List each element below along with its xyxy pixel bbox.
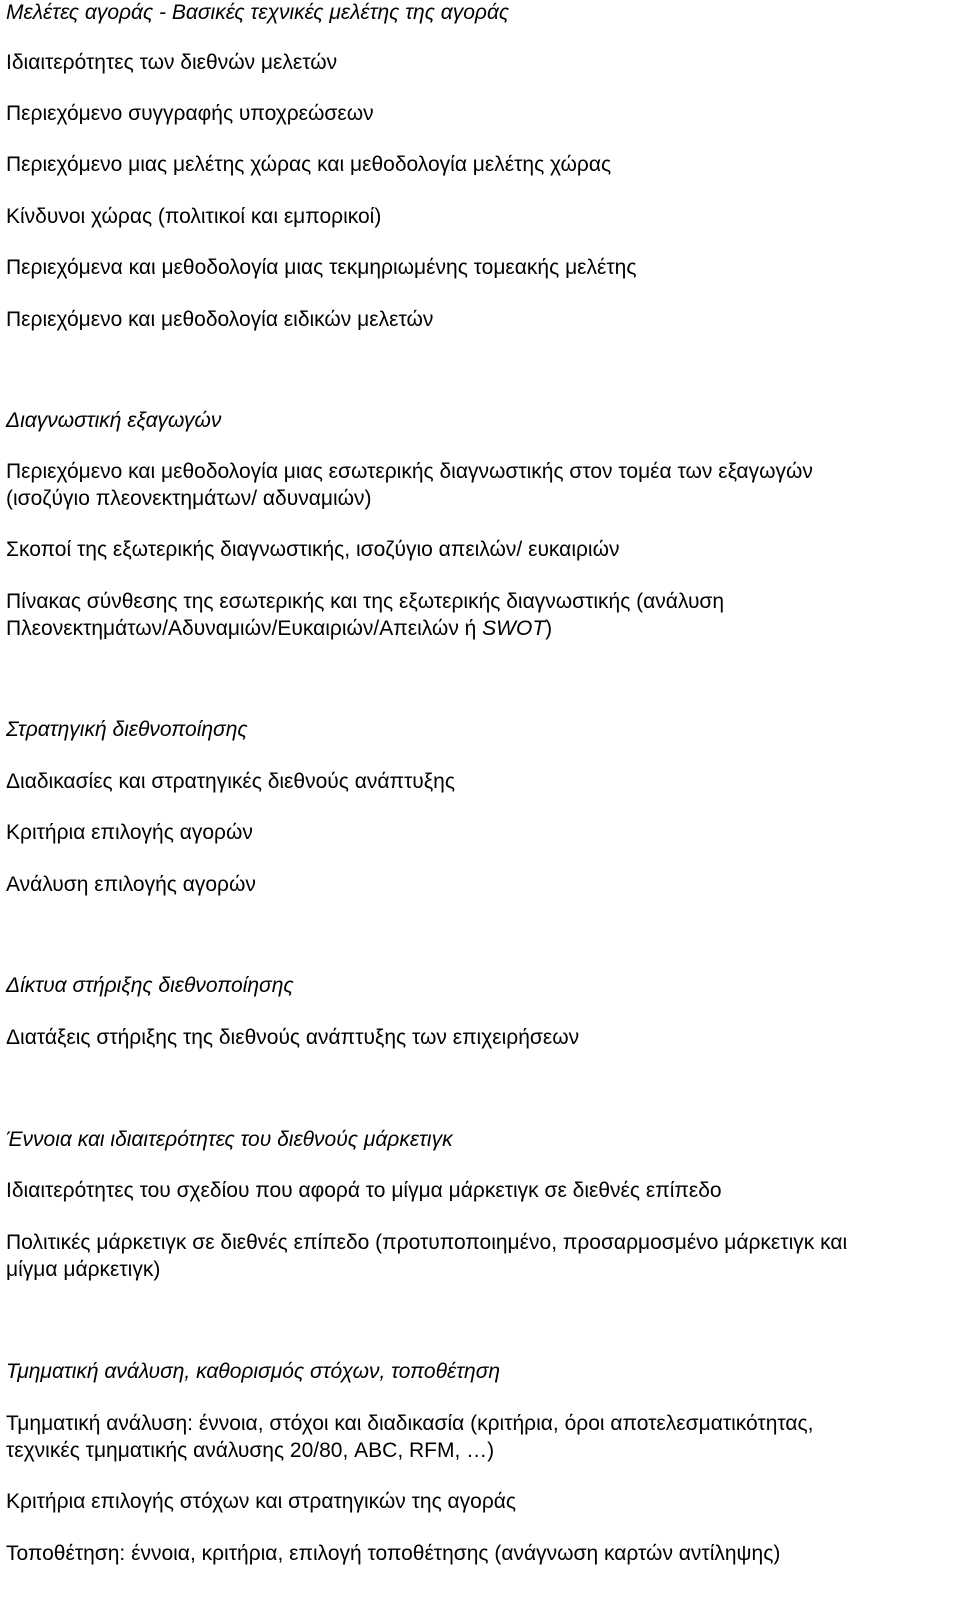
list-item: Πολιτικές μάρκετιγκ σε διεθνές επίπεδο (προτυποποιημένο, προσαρμοσμένο μάρκετιγκ και [6,1231,848,1254]
list-item: Περιεχόμενο και μεθοδολογία μιας εσωτερικής διαγνωστικής στον τομέα των εξαγωγών [6,460,813,483]
list-item: Κριτήρια επιλογής στόχων και στρατηγικών της αγοράς [6,1490,517,1513]
list-item: Περιεχόμενο συγγραφής υποχρεώσεων [6,102,374,125]
list-item-continuation: τεχνικές τμηματικής ανάλυσης 20/80, ABC, RFM, …) [6,1439,495,1462]
section-heading-export-diagnostics: Διαγνωστική εξαγωγών [6,409,222,432]
list-item: Διατάξεις στήριξης της διεθνούς ανάπτυξης των επιχειρήσεων [6,1026,580,1049]
list-item: Διαδικασίες και στρατηγικές διεθνούς ανάπτυξης [6,770,455,793]
section-heading-internationalization-strategy: Στρατηγική διεθνοποίησης [6,718,248,741]
section-heading-market-studies: Μελέτες αγοράς - Βασικές τεχνικές μελέτης της αγοράς [6,1,510,24]
list-item: Κίνδυνοι χώρας (πολιτικοί και εμπορικοί) [6,205,382,228]
list-item: Περιεχόμενο και μεθοδολογία ειδικών μελετών [6,308,434,331]
list-item: Ιδιαιτερότητες του σχεδίου που αφορά το μίγμα μάρκετιγκ σε διεθνές επίπεδο [6,1179,722,1202]
list-item: Ιδιαιτερότητες των διεθνών μελετών [6,51,338,74]
list-item: Σκοποί της εξωτερικής διαγνωστικής, ισοζύγιο απειλών/ ευκαιριών [6,538,620,561]
section-heading-segmentation: Τμηματική ανάλυση, καθορισμός στόχων, τοποθέτηση [6,1360,501,1383]
list-item-continuation: (ισοζύγιο πλεονεκτημάτων/ αδυναμιών) [6,487,372,510]
swot-term: SWOT [482,617,546,640]
list-item: Τοποθέτηση: έννοια, κριτήρια, επιλογή τοποθέτησης (ανάγνωση καρτών αντίληψης) [6,1542,781,1565]
list-item: Περιεχόμενα και μεθοδολογία μιας τεκμηριωμένης τομεακής μελέτης [6,256,637,279]
list-item: Τμηματική ανάλυση: έννοια, στόχοι και διαδικασία (κριτήρια, όροι αποτελεσματικότητας, [6,1412,814,1435]
swot-suffix: ) [545,617,553,640]
swot-prefix: Πλεονεκτημάτων/Αδυναμιών/Ευκαιριών/Απειλών ή [6,617,483,640]
list-item: Περιεχόμενο μιας μελέτης χώρας και μεθοδολογία μελέτης χώρας [6,153,612,176]
list-item-continuation: μίγμα μάρκετιγκ) [6,1258,161,1281]
list-item: Κριτήρια επιλογής αγορών [6,821,253,844]
list-item: Ανάλυση επιλογής αγορών [6,873,256,896]
list-item: Πίνακας σύνθεσης της εσωτερικής και της εξωτερικής διαγνωστικής (ανάλυση [6,590,725,613]
section-heading-support-networks: Δίκτυα στήριξης διεθνοποίησης [6,974,294,997]
list-item-continuation [6,616,552,642]
section-heading-international-marketing: Έννοια και ιδιαιτερότητες του διεθνούς μάρκετιγκ [6,1128,453,1151]
